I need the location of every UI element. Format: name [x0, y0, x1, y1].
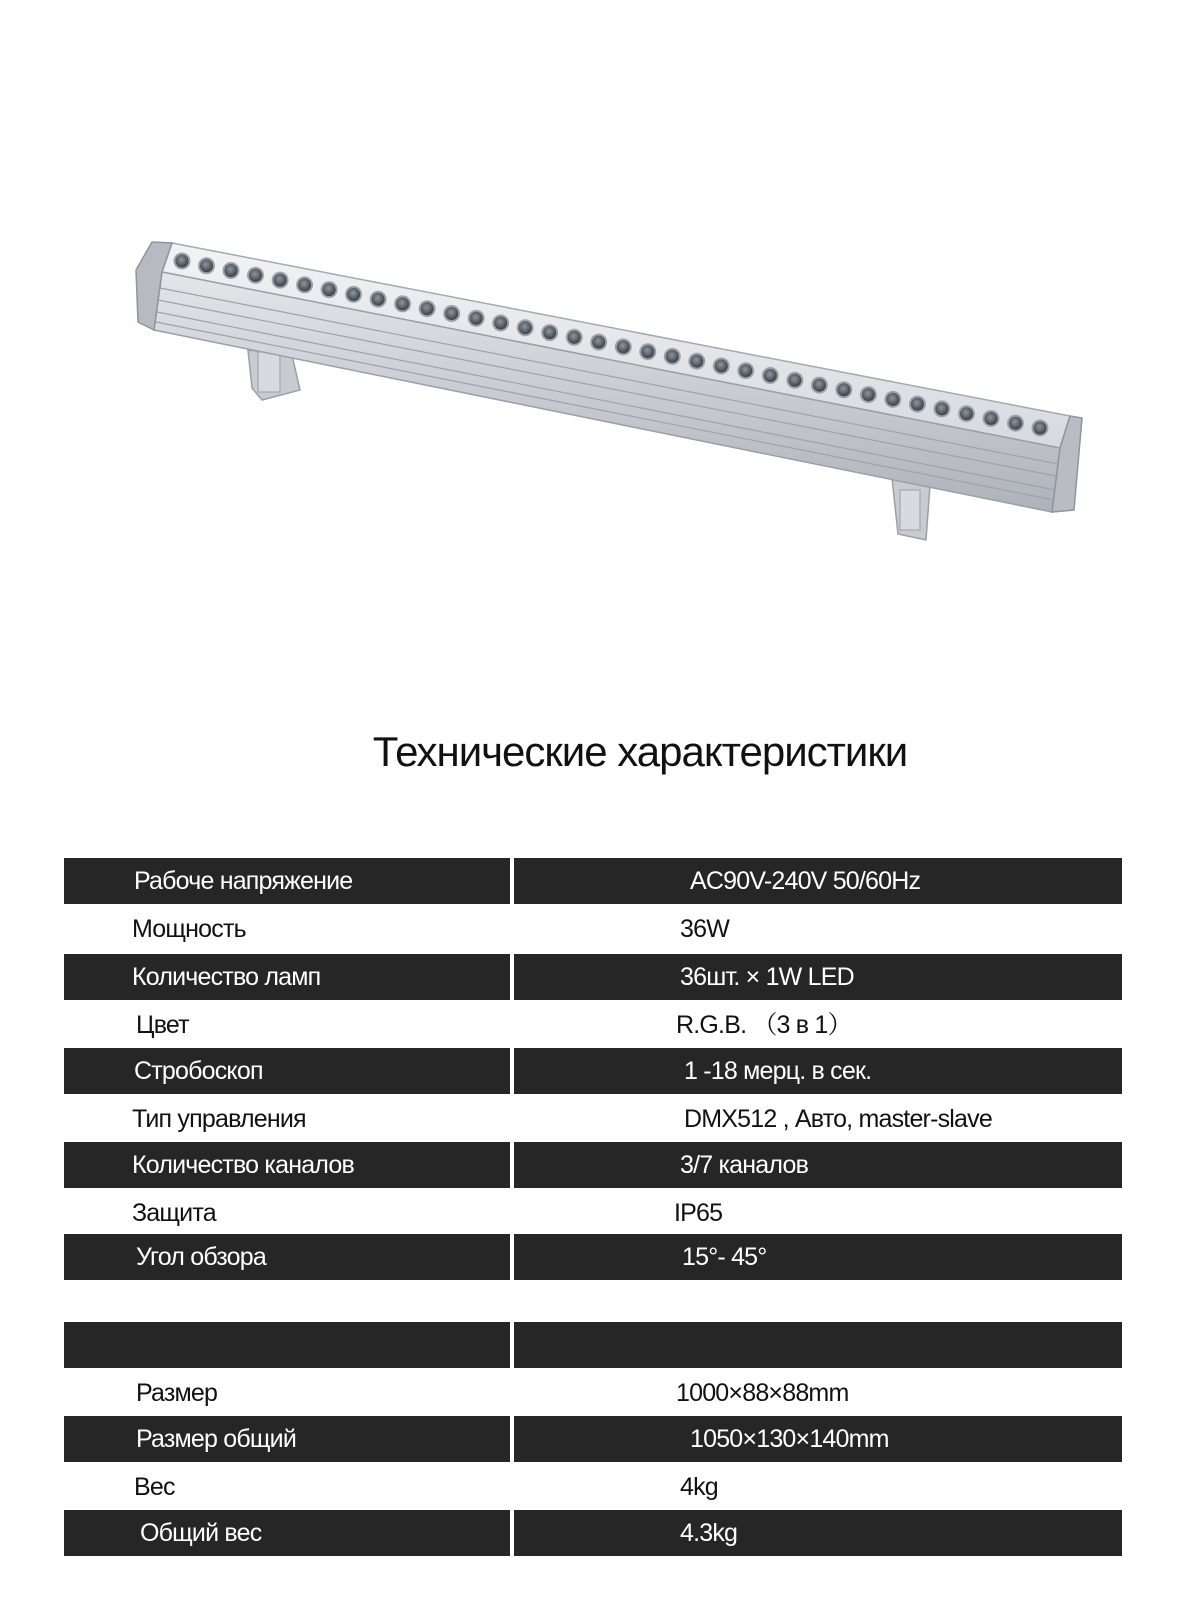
spec-row	[64, 1048, 1122, 1094]
led-lens	[764, 369, 777, 382]
spec-value-cell	[514, 1190, 1122, 1236]
spec-row	[64, 1142, 1122, 1188]
spec-label: Рабоче напряжение	[134, 867, 353, 895]
led-lens	[176, 255, 189, 268]
led-lens	[886, 393, 899, 406]
led-lens	[641, 345, 654, 358]
led-lens	[592, 336, 605, 349]
spec-value-cell	[514, 1416, 1122, 1462]
led-lens	[543, 326, 556, 339]
spec-label-cell	[64, 858, 510, 904]
spec-row	[64, 954, 1122, 1000]
spec-value: 1000×88×88mm	[676, 1379, 849, 1407]
led-lens	[298, 278, 311, 291]
spec-value-cell	[514, 1002, 1122, 1048]
spec-row	[64, 906, 1122, 952]
spec-value-cell	[514, 1464, 1122, 1510]
spec-value-cell	[514, 1234, 1122, 1280]
led-lens	[445, 307, 458, 320]
spec-label: Угол обзора	[136, 1243, 266, 1271]
spec-label-cell	[64, 954, 510, 1000]
spec-label: Стробоскоп	[134, 1057, 263, 1085]
spec-label: Цвет	[136, 1011, 189, 1039]
spec-row	[64, 1464, 1122, 1510]
spec-label-cell	[64, 1370, 510, 1416]
spec-value: 15°- 45°	[682, 1243, 767, 1271]
led-lens	[985, 412, 998, 425]
spec-label: Мощность	[132, 915, 246, 943]
spec-label-cell	[64, 1510, 510, 1556]
spec-row	[64, 1002, 1122, 1048]
spec-value-cell	[514, 1510, 1122, 1556]
led-lens	[347, 288, 360, 301]
spec-row	[64, 1510, 1122, 1556]
spec-label: Количество ламп	[132, 963, 321, 991]
spec-label-cell	[64, 906, 510, 952]
spec-value-cell	[514, 1322, 1122, 1368]
spec-value: 36W	[680, 915, 730, 943]
spec-value-cell	[514, 954, 1122, 1000]
spec-value: DMX512 , Авто, master-slave	[684, 1105, 992, 1133]
spec-value: 36шт. × 1W LED	[680, 963, 854, 991]
spec-label: Защита	[132, 1199, 216, 1227]
led-lens	[568, 331, 581, 344]
spec-row	[64, 1234, 1122, 1280]
spec-label-cell	[64, 1002, 510, 1048]
led-lens	[1009, 417, 1022, 430]
spec-value-cell	[514, 1142, 1122, 1188]
led-lens	[372, 293, 385, 306]
spec-label: Количество каналов	[132, 1151, 354, 1179]
spec-value: 1050×130×140mm	[690, 1425, 889, 1453]
spec-value: 1 -18 мерц. в сек.	[684, 1057, 872, 1085]
spec-row	[64, 1416, 1122, 1462]
spec-value-cell	[514, 1096, 1122, 1142]
led-lens	[470, 312, 483, 325]
spec-label-cell	[64, 1096, 510, 1142]
spec-label: Общий вес	[140, 1519, 262, 1547]
led-lens	[274, 274, 287, 287]
spec-value-cell	[514, 1370, 1122, 1416]
spec-label: Размер	[136, 1379, 218, 1407]
led-lens	[323, 283, 336, 296]
product-image	[0, 0, 1200, 700]
led-lens	[911, 398, 924, 411]
spec-value: R.G.B. （3 в 1）	[676, 1011, 852, 1039]
led-lens	[617, 340, 630, 353]
spec-value: 3/7 каналов	[680, 1151, 809, 1179]
spec-label-cell	[64, 1416, 510, 1462]
led-lens	[935, 402, 948, 415]
spec-label-cell	[64, 1190, 510, 1236]
spec-value: 4.3kg	[680, 1519, 738, 1547]
led-lens	[862, 388, 875, 401]
spec-label-cell	[64, 1048, 510, 1094]
led-lens	[200, 259, 213, 272]
led-lens	[494, 317, 507, 330]
spec-value: IP65	[674, 1199, 723, 1227]
spec-label-cell	[64, 1322, 510, 1368]
spec-value-cell	[514, 858, 1122, 904]
led-lens	[837, 383, 850, 396]
spec-value-cell	[514, 1048, 1122, 1094]
led-lens	[1034, 422, 1047, 435]
led-lens	[960, 407, 973, 420]
spec-label-cell	[64, 1234, 510, 1280]
led-lens	[666, 350, 679, 363]
right-mount-bracket	[892, 478, 930, 540]
spec-label-cell	[64, 1142, 510, 1188]
page-title: Технические характеристики	[372, 728, 908, 775]
spec-value: 4kg	[680, 1473, 718, 1501]
led-lens	[225, 264, 238, 277]
led-lens	[788, 374, 801, 387]
spec-label: Вес	[134, 1473, 175, 1501]
spec-row	[64, 1096, 1122, 1142]
spec-row	[64, 1370, 1122, 1416]
led-lens	[249, 269, 262, 282]
led-lens	[396, 297, 409, 310]
spec-value-cell	[514, 906, 1122, 952]
led-lens	[519, 321, 532, 334]
led-lens	[421, 302, 434, 315]
spec-row	[64, 1190, 1122, 1236]
led-lens	[739, 364, 752, 377]
led-lens	[690, 355, 703, 368]
spec-label: Размер общий	[136, 1425, 296, 1453]
spec-label: Тип управления	[132, 1105, 306, 1133]
led-lens	[715, 360, 728, 373]
led-lens	[813, 379, 826, 392]
spec-value: AC90V-240V 50/60Hz	[690, 867, 921, 895]
spec-row	[64, 858, 1122, 904]
spec-row	[64, 1322, 1122, 1368]
spec-label-cell	[64, 1464, 510, 1510]
